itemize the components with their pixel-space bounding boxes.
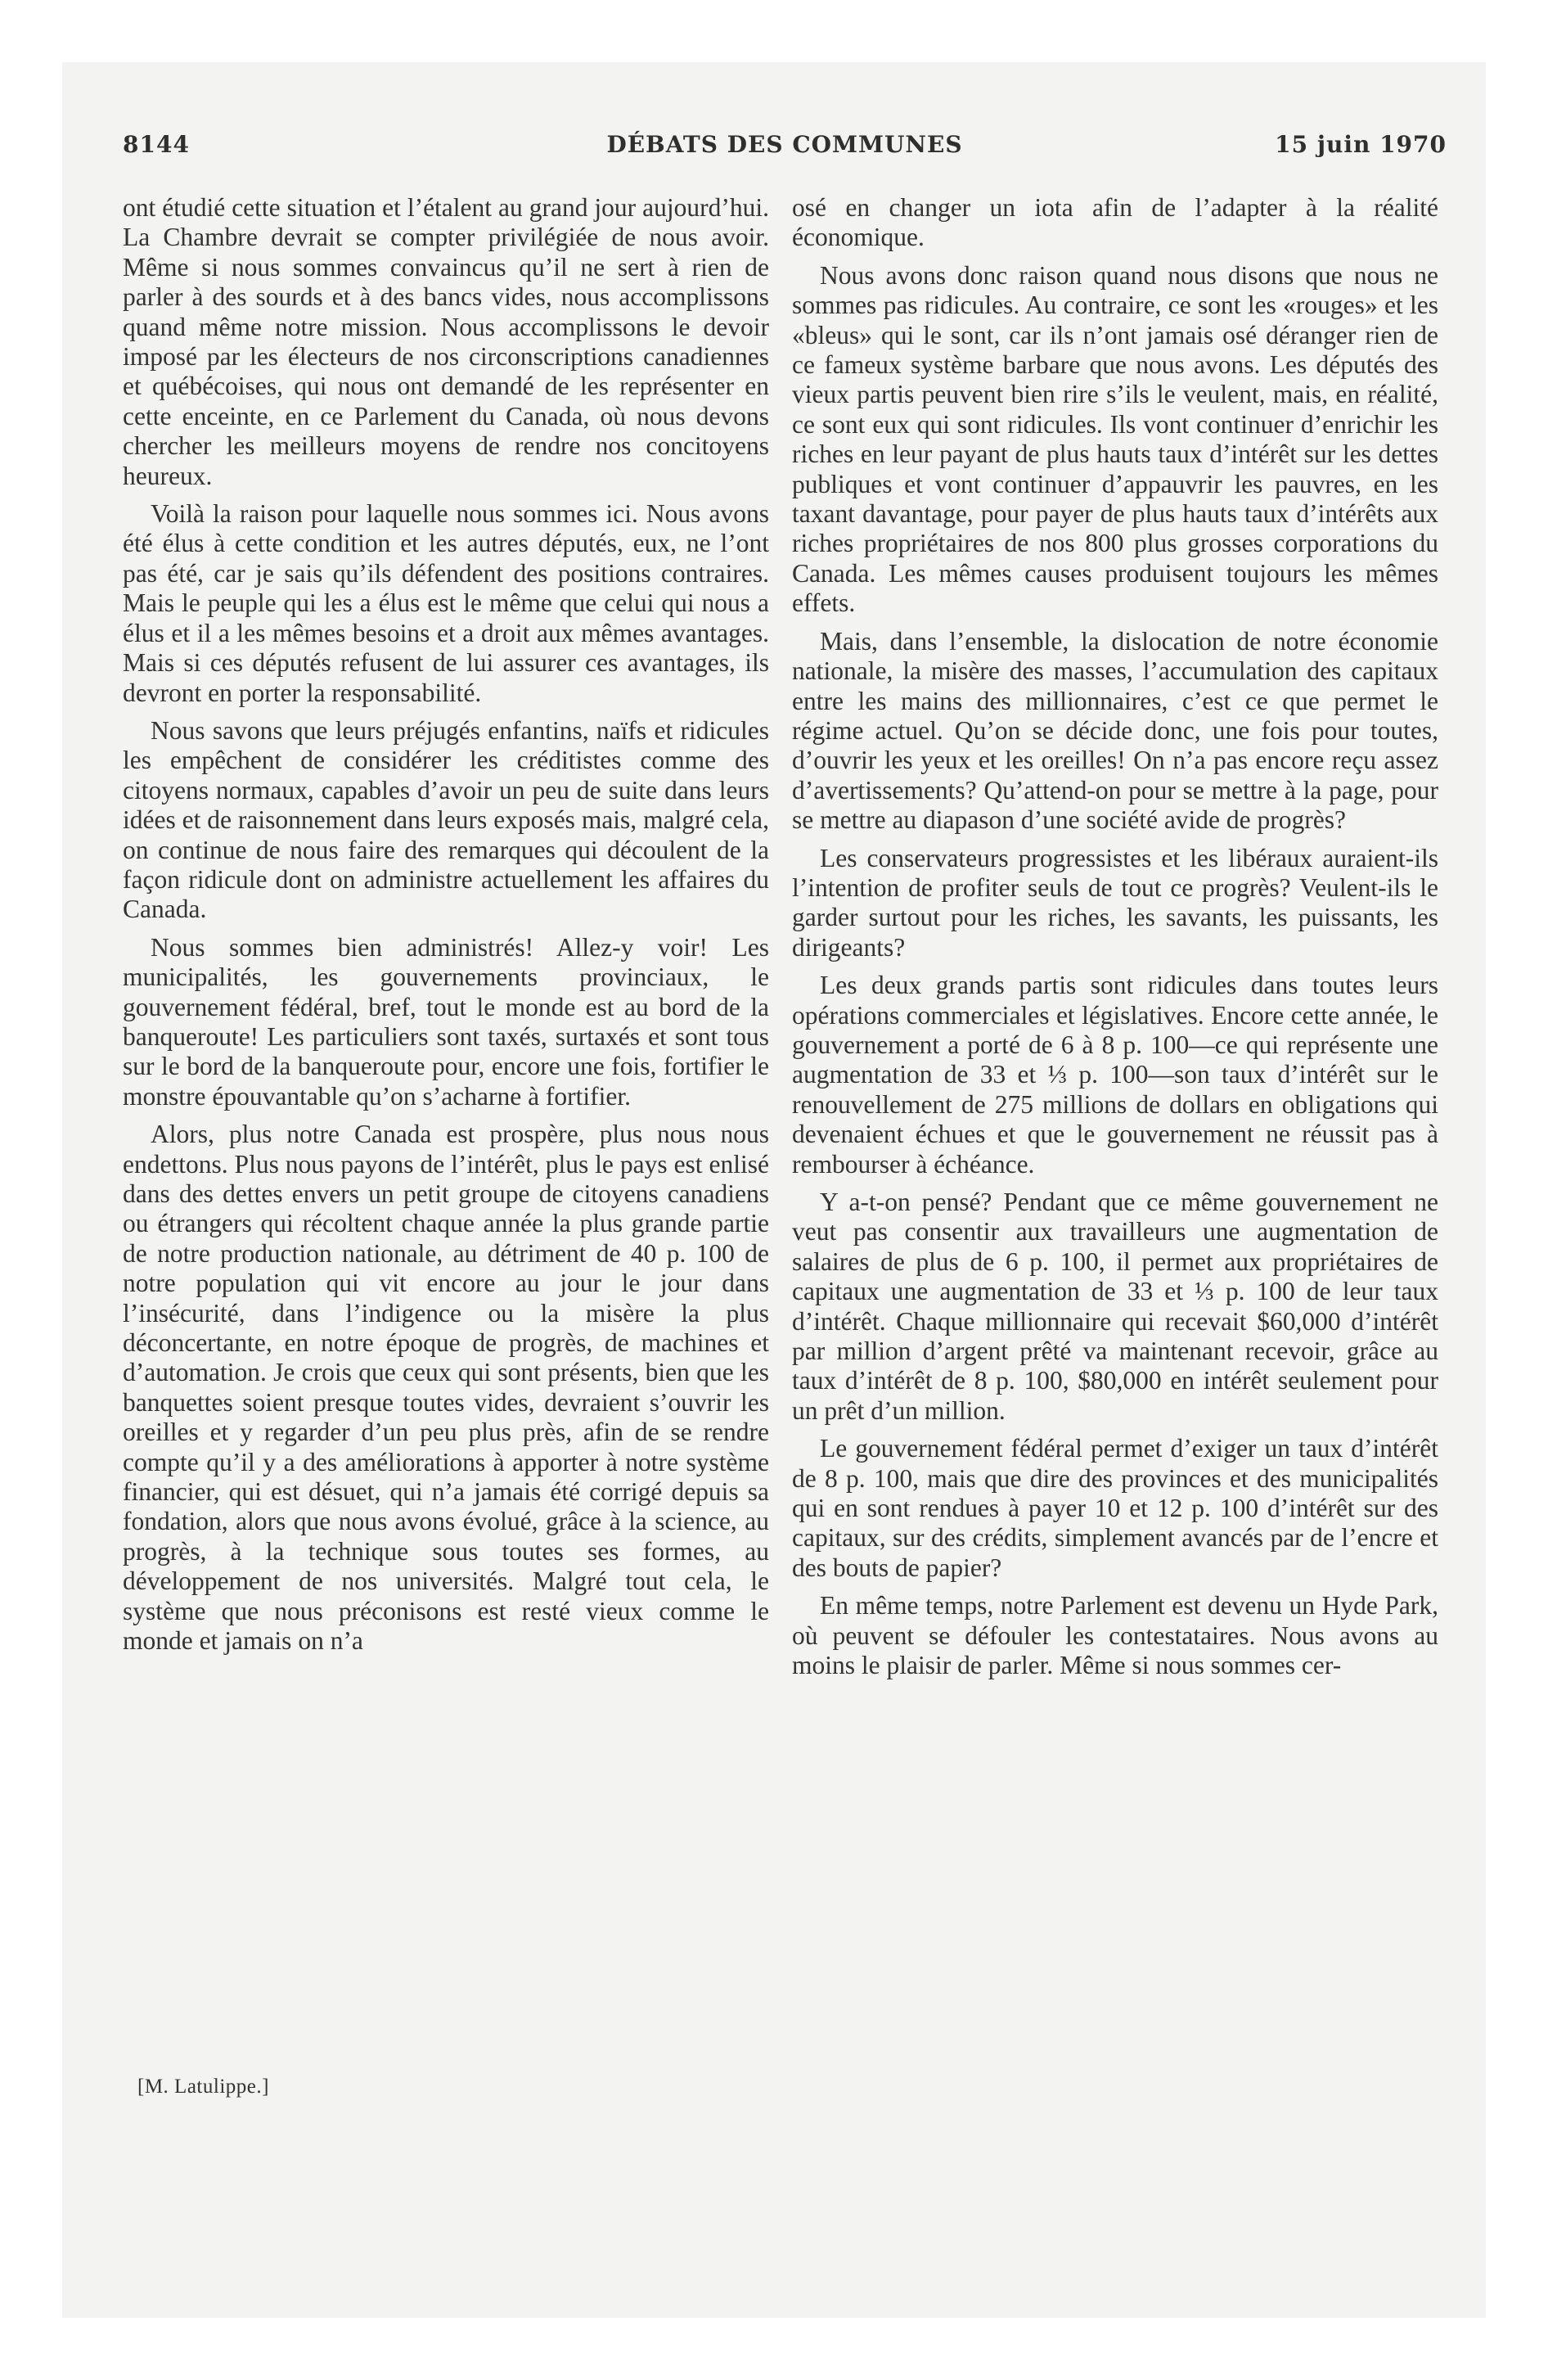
journal-title: DÉBATS DES COMMUNES <box>606 131 963 158</box>
running-head <box>123 131 1447 167</box>
paragraph: Le gouvernement fédéral permet d’exiger un taux d’intérêt de 8 p. 100, mais que dire des provinces et des municipalités qui en sont rendues à payer 10 et 12 p. 100 d’intérêt sur des capitaux, sur des crédits, simplement avancés par de l’encre et des bouts de papier? <box>792 1434 1438 1582</box>
paragraph: Mais, dans l’ensemble, la dislocation de notre économie nationale, la misère des masses, l’accumulation des capitaux entre les mains des millionnaires, c’est ce que permet le régime actuel. Qu’on se décide donc, une fois pour toutes, d’ouvrir les yeux et les oreilles! On n’a pas encore reçu assez d’avertissements? Qu’attend-on pour se mettre à la page, pour se mettre au diapason d’une société avide de progrès? <box>792 626 1438 835</box>
left-column <box>123 193 769 1665</box>
paragraph: Les deux grands partis sont ridicules dans toutes leurs opérations commerciales et législatives. Encore cette année, le gouvernement a porté de 6 à 8 p. 100—ce qui représente une augmentation de 33 et ⅓ p. 100—son taux d’intérêt sur le renouvellement de 275 millions de dollars en obligations qui devenaient échues et que le gouvernement ne réussit pas à rembourser à échéance. <box>792 971 1438 1179</box>
paragraph: Voilà la raison pour laquelle nous sommes ici. Nous avons été élus à cette condition et les autres députés, eux, ne l’ont pas été, car je sais qu’ils défendent des positions contraires. Mais le peuple qui les a élus est le même que celui qui nous a élus et il a les mêmes besoins et a droit aux mêmes avantages. Mais si ces députés refusent de lui assurer ces avantages, ils devront en porter la responsabilité. <box>123 499 769 707</box>
paragraph: Alors, plus notre Canada est prospère, plus nous nous endettons. Plus nous payons de l’intérêt, plus le pays est enlisé dans des dettes envers un petit groupe de citoyens canadiens ou étrangers qui récoltent chaque année la plus grande partie de notre production nationale, au détriment de 40 p. 100 de notre population qui vit encore au jour le jour dans l’insécurité, dans l’indigence ou la misère la plus déconcertante, en notre époque de progrès, de machines et d’automation. Je crois que ceux qui sont présents, bien que les banquettes soient presque toutes vides, devraient s’ouvrir les oreilles et y regarder d’un peu plus près, afin de se rendre compte qu’il y a des améliorations à apporter à notre système financier, qui est désuet, qui n’a jamais été corrigé depuis sa fondation, alors que nous avons évolué, grâce à la science, au progrès, à la technique sous toutes ses formes, au développement de nos universités. Malgré tout cela, le système que nous préconisons est resté vieux comme le monde et jamais on n’a <box>123 1120 769 1656</box>
right-column <box>792 193 1438 1689</box>
issue-date: 15 juin 1970 <box>1275 131 1447 158</box>
paragraph: Les conservateurs progressistes et les libéraux auraient-ils l’intention de profiter seuls de tout ce progrès? Veulent-ils le garder surtout pour les riches, les savants, les puissants, les dirigeants? <box>792 843 1438 962</box>
paragraph: Nous avons donc raison quand nous disons que nous ne sommes pas ridicules. Au contraire, ce sont les «rouges» et les «bleus» qui le sont, car ils n’ont jamais osé déranger rien de ce fameux système barbare que nous avons. Les députés des vieux partis peuvent bien rire s’ils le veulent, mais, en réalité, ce sont eux qui sont ridicules. Ils vont continuer d’enrichir les riches en leur payant de plus hauts taux d’intérêt sur les dettes publiques et vont continuer d’appauvrir les pauvres, en les taxant davantage, pour payer de plus hauts taux d’intérêts aux riches propriétaires de nos 800 plus grosses corporations du Canada. Les mêmes causes produisent toujours les mêmes effets. <box>792 260 1438 618</box>
paragraph: Y a-t-on pensé? Pendant que ce même gouvernement ne veut pas consentir aux travailleurs une augmentation de salaires de plus de 6 p. 100, il permet aux propriétaires de capitaux une augmentation de 33 et ⅓ p. 100 de leur taux d’intérêt. Chaque millionnaire qui recevait $60,000 d’intérêt par million d’argent prêté va maintenant recevoir, grâce au taux d’intérêt de 8 p. 100, $80,000 en intérêt seulement pour un prêt d’un million. <box>792 1188 1438 1425</box>
speaker-credit: [M. Latulippe.] <box>137 2076 269 2098</box>
paragraph: osé en changer un iota afin de l’adapter à la réalité économique. <box>792 193 1438 252</box>
paragraph: ont étudié cette situation et l’étalent au grand jour aujourd’hui. La Chambre devrait se compter privilégiée de nous avoir. Même si nous sommes convaincus qu’il ne sert à rien de parler à des sourds et à des bancs vides, nous accomplissons quand même notre mission. Nous accomplissons le devoir imposé par les électeurs de nos circonscriptions canadiennes et québécoises, qui nous ont demandé de les représenter en cette enceinte, en ce Parlement du Canada, où nous devons chercher les meilleurs moyens de rendre nos concitoyens heureux. <box>123 193 769 490</box>
page-number: 8144 <box>123 131 190 158</box>
paragraph: Nous savons que leurs préjugés enfantins, naïfs et ridicules les empêchent de considérer les créditistes comme des citoyens normaux, capables d’avoir un peu de suite dans leurs idées et de raisonnement dans leurs exposés mais, malgré cela, on continue de nous faire des remarques qui découlent de la façon ridicule dont on administre actuellement les affaires du Canada. <box>123 715 769 924</box>
paragraph: Nous sommes bien administrés! Allez-y voir! Les municipalités, les gouvernements provinciaux, le gouvernement fédéral, bref, tout le monde est au bord de la banqueroute! Les particuliers sont taxés, surtaxés et sont tous sur le bord de la banqueroute pour, encore une fois, fortifier le monstre épouvantable qu’on s’acharne à fortifier. <box>123 932 769 1111</box>
paragraph: En même temps, notre Parlement est devenu un Hyde Park, où peuvent se défouler les contestataires. Nous avons au moins le plaisir de parler. Même si nous sommes cer- <box>792 1591 1438 1680</box>
